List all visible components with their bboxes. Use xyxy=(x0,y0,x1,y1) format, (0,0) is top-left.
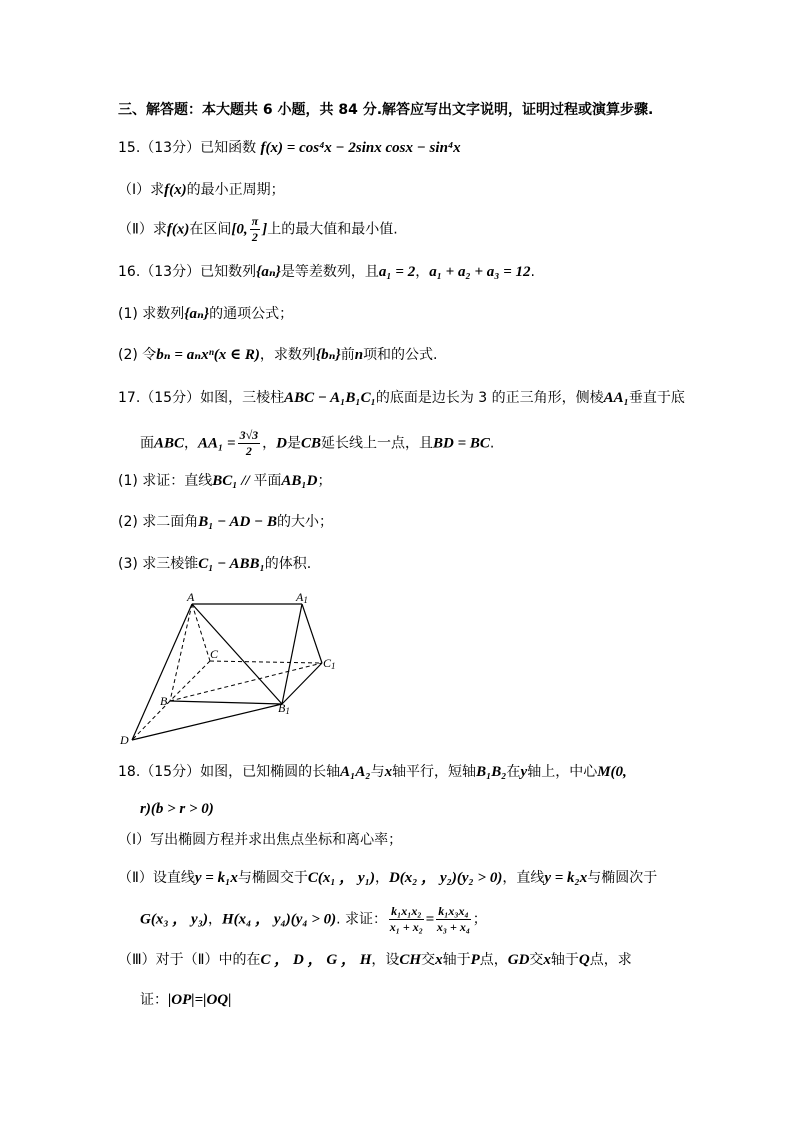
q18-fraction-1 xyxy=(389,904,424,935)
q18-fraction-2 xyxy=(436,904,471,935)
q17-mid2: 垂直于底 xyxy=(628,390,685,406)
q18-p3-x: x xyxy=(435,952,443,968)
section-header: 三、解答题：本大题共 6 小题，共 84 分.解答应写出文字说明，证明过程或演算步骤. xyxy=(118,102,654,118)
label-a: A xyxy=(187,590,195,604)
q17-p1-text2: 平面 xyxy=(253,473,282,489)
q15-interval-right: ] xyxy=(262,221,268,238)
q18-p2-a: （Ⅱ）设直线 xyxy=(118,870,195,886)
q17-p2-text: (2) 求二面角 xyxy=(118,514,199,530)
q17-l2-a: 面 xyxy=(140,435,154,452)
q16-p2-bn: bₙ = aₙxⁿ(x ∈ R) xyxy=(156,347,260,363)
q18-part2-line2 xyxy=(140,904,487,935)
q18-p3-c: 交 xyxy=(421,952,436,968)
q16-a1: a₁ = 2 xyxy=(378,264,416,280)
q16-an: {aₙ} xyxy=(256,264,281,280)
q18-p3-pts: C ， D ， G ， H xyxy=(260,952,372,968)
q18-part3 xyxy=(118,950,632,970)
q18-b1b2: B₁B₂ xyxy=(476,764,507,780)
q16-line xyxy=(118,262,535,282)
q17-l2-d: 是 xyxy=(287,435,301,452)
hidden-a-c xyxy=(192,604,210,661)
q17-p3-pyr: C₁ − ABB₁ xyxy=(198,556,265,572)
q18-p3-ch: CH xyxy=(399,952,422,968)
edge-d-b1 xyxy=(132,704,282,740)
q18-p2-c: C(x₁ ， y₁) xyxy=(307,870,375,886)
q18-p2-d: D(x₂ ， y₂)(y₂ > 0) xyxy=(388,870,503,886)
q16-p2-text2: ，求数列 xyxy=(259,347,316,363)
q16-p2-bseq: {bₙ} xyxy=(315,347,341,363)
q18-p3-h: 点，求 xyxy=(589,952,632,968)
q18-head: 18.（15分）如图，已知椭圆的长轴 xyxy=(118,764,341,780)
q16-p2-n: n xyxy=(354,347,364,363)
q18-mid3: 在 xyxy=(506,764,521,780)
q16-p2-text: (2) 令 xyxy=(118,347,157,363)
q18-eq: = xyxy=(425,911,435,928)
q15-interval-left: [0, xyxy=(231,221,248,238)
q17-line2 xyxy=(140,428,494,459)
q16-part1 xyxy=(118,304,293,324)
q18-p2-e: ，直线 xyxy=(502,870,545,886)
q18-part3-line2 xyxy=(140,990,231,1010)
q18-p2-sep: ， xyxy=(374,870,389,886)
q18-m: M(0, xyxy=(597,764,627,780)
q18-l5-b: |OP|=|OQ| xyxy=(168,992,232,1008)
q17-d: D xyxy=(276,435,287,452)
q17-aa1: AA₁ xyxy=(603,390,629,406)
q17-fraction xyxy=(238,428,261,459)
q18-l3-g: G(x₃ ， y₃) xyxy=(140,911,208,928)
edge-c1-b1 xyxy=(282,663,322,704)
q17-prism: ABC − A₁B₁C₁ xyxy=(284,390,376,406)
q18-p3-a: （Ⅲ）对于（Ⅱ）中的在 xyxy=(118,952,261,968)
q17-p2-angle: B₁ − AD − B xyxy=(198,514,277,530)
label-c1: C1 xyxy=(323,656,336,671)
q18-l3-end: ； xyxy=(472,911,487,928)
edge-b-b1 xyxy=(170,701,282,704)
q15-p2-text: （Ⅱ）求 xyxy=(118,221,167,238)
q16-mid: 是等差数列，且 xyxy=(280,264,379,280)
hidden-c-b xyxy=(170,661,210,701)
q18-fr1-num: k₁x₁x₂ xyxy=(391,904,422,918)
q18-p3-gd: GD xyxy=(507,952,530,968)
q18-l5-a: 证： xyxy=(140,992,168,1008)
q15-part1 xyxy=(118,180,285,200)
q16-p1-text2: 的通项公式； xyxy=(209,306,294,322)
q18-p1: （Ⅰ）写出椭圆方程并求出焦点坐标和离心率； xyxy=(118,832,403,848)
q17-p1-bc1: BC₁ // xyxy=(212,473,254,489)
q16-p2-text4: 项和的公式. xyxy=(363,347,438,363)
q16-sum: a₁ + a₂ + a₃ = 12 xyxy=(429,264,531,280)
label-d: D xyxy=(120,733,129,747)
q15-p2-fx: f(x) xyxy=(166,221,190,238)
q18-p3-d: 轴于 xyxy=(442,952,471,968)
hidden-a-b xyxy=(170,604,192,701)
q15-frac-den: 2 xyxy=(251,230,258,244)
q15-formula: f(x) = cos⁴x − 2sinx cosx − sin⁴x xyxy=(260,140,461,156)
q17-frac-den: 2 xyxy=(245,444,252,458)
q18-l3-h: H(x₄ ， y₄)(y₄ > 0) xyxy=(221,911,337,928)
q18-mid4: 轴上，中心 xyxy=(527,764,598,780)
label-b: B xyxy=(160,694,168,708)
q17-p1-ab1d: AB₁D xyxy=(281,473,318,489)
q17-bdbc: BD = BC xyxy=(433,435,490,452)
q18-a1a2: A₁A₂ xyxy=(340,764,371,780)
q17-abc: ABC xyxy=(154,435,185,452)
q17-l2-f: . xyxy=(489,435,495,452)
q18-part1 xyxy=(118,830,402,850)
q18-p2-line1: y = k₁x xyxy=(194,870,238,886)
q17-p1-text3: ； xyxy=(317,473,332,489)
q15-p2-text2: 在区间 xyxy=(189,221,232,238)
q17-p3-text2: 的体积. xyxy=(264,556,312,572)
q17-l2-c: ， xyxy=(262,435,277,452)
q18-p3-e: 点， xyxy=(479,952,508,968)
edge-a1-b1 xyxy=(282,604,302,704)
q15-p1-text: （Ⅰ）求 xyxy=(118,182,165,198)
prism-figure xyxy=(110,588,350,753)
q16-end: . xyxy=(530,264,535,280)
q17-p1-text: (1) 求证：直线 xyxy=(118,473,213,489)
label-b1: B1 xyxy=(278,701,290,716)
q18-x: x xyxy=(384,764,393,780)
q18-fr1-den: x₁ + x₂ xyxy=(389,920,423,934)
q17-l2-b: ， xyxy=(184,435,199,452)
q16-comma: ， xyxy=(415,264,430,280)
q15-head: 15.（13分）已知函数 xyxy=(118,140,257,156)
q18-line1 xyxy=(118,762,627,782)
q18-l3-sep: ， xyxy=(207,911,222,928)
q18-p2-b: 与椭圆交于 xyxy=(237,870,308,886)
q18-y: y xyxy=(520,764,528,780)
q16-p1-text: (1) 求数列 xyxy=(118,306,185,322)
q17-cb: CB xyxy=(301,435,322,452)
label-c: C xyxy=(210,647,219,661)
q18-fr2-num: k₁x₃x₄ xyxy=(438,904,469,918)
q15-p1-fx: f(x) xyxy=(164,182,187,198)
q18-p3-x2: x xyxy=(543,952,551,968)
q16-part2 xyxy=(118,345,438,365)
q15-frac-num: π xyxy=(251,214,259,228)
q15-p2-text3: 上的最大值和最小值. xyxy=(267,221,398,238)
q17-p3-text: (3) 求三棱锥 xyxy=(118,556,199,572)
q15-part2 xyxy=(118,214,398,245)
q16-p1-an: {aₙ} xyxy=(184,306,210,322)
hidden-c-c1 xyxy=(210,661,322,663)
q17-l2-e: 延长线上一点，且 xyxy=(321,435,434,452)
q18-line2 xyxy=(140,799,214,819)
q17-part2 xyxy=(118,512,333,532)
hidden-b-c1 xyxy=(170,663,322,701)
q17-line1 xyxy=(118,388,685,408)
q18-l2: r)(b > r > 0) xyxy=(140,801,214,817)
q18-fr2-den: x₃ + x₄ xyxy=(436,920,471,934)
q16-p2-text3: 前 xyxy=(340,347,355,363)
q17-part1 xyxy=(118,471,331,491)
q15-p1-text2: 的最小正周期； xyxy=(186,182,285,198)
edge-a1-c1 xyxy=(302,604,322,663)
q18-p3-q: Q xyxy=(578,952,590,968)
label-a1: A1 xyxy=(296,590,308,605)
q18-l3-a: . 求证： xyxy=(336,911,388,928)
q17-p2-text2: 的大小； xyxy=(276,514,333,530)
edge-a-b1 xyxy=(192,604,282,704)
edge-a-d xyxy=(132,604,192,740)
q16-head: 16.（13分）已知数列 xyxy=(118,264,257,280)
q18-p2-f: 与椭圆次于 xyxy=(587,870,658,886)
q15-pi-over-2 xyxy=(250,214,261,245)
q17-part3 xyxy=(118,554,311,574)
q15-line xyxy=(118,138,461,158)
q18-p2-line2: y = k₂x xyxy=(544,870,588,886)
q17-head: 17.（15分）如图，三棱柱 xyxy=(118,390,285,406)
q18-p3-g: 轴于 xyxy=(550,952,579,968)
q18-p3-f: 交 xyxy=(529,952,544,968)
q18-part2 xyxy=(118,868,657,888)
q18-mid2: 轴平行，短轴 xyxy=(392,764,477,780)
q17-aa1-eq: AA₁ = xyxy=(198,435,236,452)
q18-p3-p: P xyxy=(470,952,480,968)
q18-p3-b: ，设 xyxy=(371,952,400,968)
q17-mid1: 的底面是边长为 3 的正三角形，侧棱 xyxy=(375,390,604,406)
q17-frac-num: 3√3 xyxy=(239,428,259,442)
q18-mid1: 与 xyxy=(370,764,385,780)
